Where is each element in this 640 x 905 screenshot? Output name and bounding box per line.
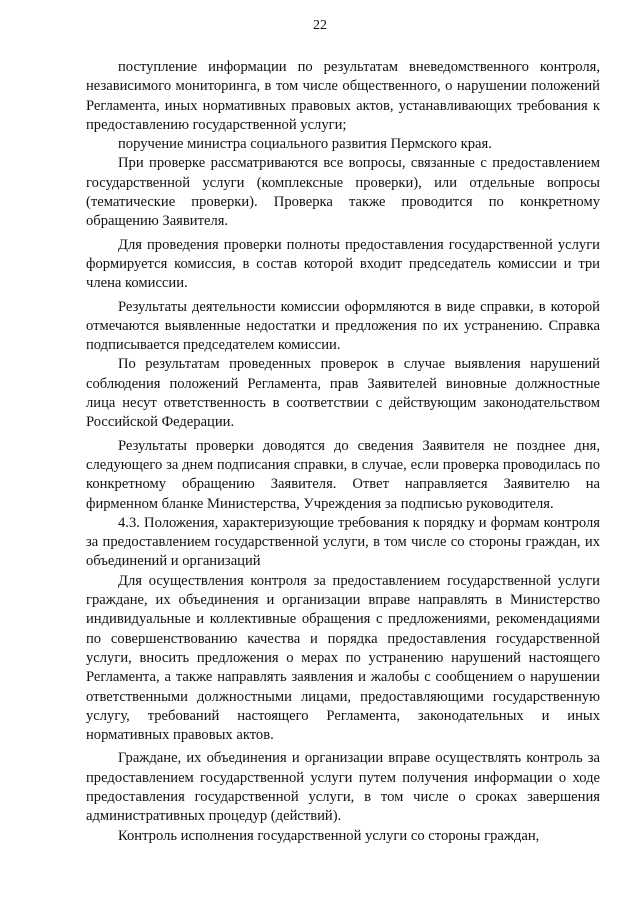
paragraph: Контроль исполнения государственной услуги со стороны граждан, bbox=[118, 827, 540, 844]
paragraph: По результатам проведенных проверок в случае выявления нарушений соблюдения положений Регламента, прав Заявителей виновные должностные лица несут ответственность в соответствии с действующим законодательством Российской Федерации. bbox=[86, 356, 600, 431]
paragraph: Граждане, их объединения и организации вправе осуществлять контроль за предоставлением государственной услуги путем получения информации о ходе предоставления государственной услуги, в том числе о сроках завершения административных процедур (действий). bbox=[86, 750, 600, 825]
paragraph: Для проведения проверки полноты предоставления государственной услуги формируется комиссия, в состав которой входит председатель комиссии и три члена комиссии. bbox=[86, 236, 600, 292]
section-heading: 4.3. Положения, характеризующие требования к порядку и формам контроля за предоставлением государственной услуги, в том числе со стороны граждан, их объединений и организаций bbox=[86, 514, 600, 570]
paragraph: Для осуществления контроля за предоставлением государственной услуги граждане, их объединения и организации вправе направлять в Министерство индивидуальные и коллективные обращения с предложениями, рекомендациями по совершенствованию качества и порядка предоставления государственной услуги, вносить предложения о мерах по устранению нарушений настоящего Регламента, а также направлять заявления и жалобы с сообщением о нарушении ответственными должностными лицами, предоставляющими государственную услугу, требований настоящего Регламента, законодательных и иных нормативных правовых актов. bbox=[86, 572, 600, 744]
paragraph: Результаты деятельности комиссии оформляются в виде справки, в которой отмечаются выявленные недостатки и предложения по их устранению. Справка подписывается председателем комиссии. bbox=[86, 298, 600, 354]
paragraph: При проверке рассматриваются все вопросы, связанные с предоставлением государственной услуги (комплексные проверки), или отдельные вопросы (тематические проверки). Проверка также проводится по конкретному обращению Заявителя. bbox=[86, 155, 600, 230]
document-body bbox=[86, 58, 600, 846]
paragraph: поступление информации по результатам вневедомственного контроля, независимого мониторинга, в том числе общественного, о нарушении положений Регламента, иных нормативных правовых актов, устанавливающих требования к предоставлению государственной услуги; bbox=[86, 59, 600, 133]
paragraph: поручение министра социального развития Пермского края. bbox=[118, 136, 492, 153]
paragraph: Результаты проверки доводятся до сведения Заявителя не позднее дня, следующего за днем подписания справки, в случае, если проверка проводилась по конкретному обращению Заявителя. Ответ направляется Заявителю на фирменном бланке Министерства, Учреждения за подписью руководителя. bbox=[86, 437, 600, 512]
page-number: 22 bbox=[313, 18, 327, 33]
